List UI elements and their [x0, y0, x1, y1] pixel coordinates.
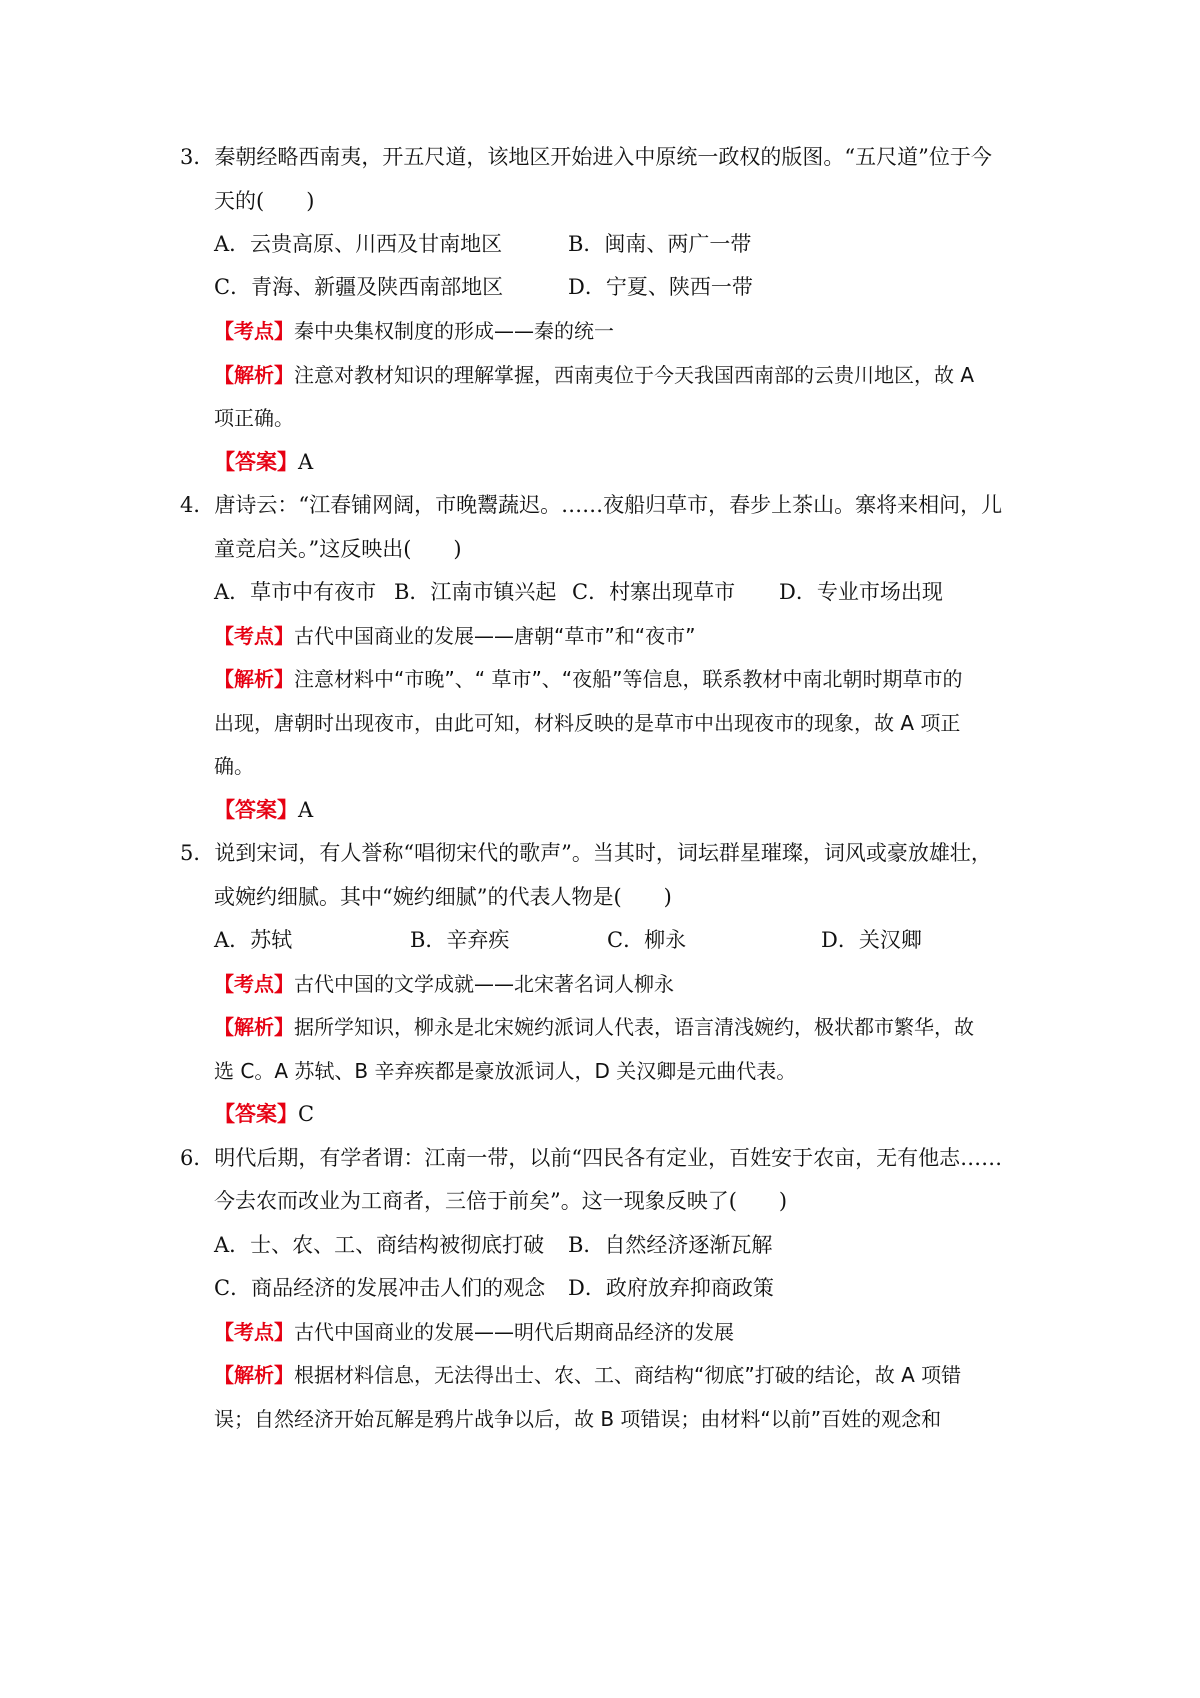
- kaodian-text: 古代中国的文学成就——北宋著名词人柳永: [294, 972, 674, 996]
- answer-line: [214, 447, 313, 477]
- question-text: 唐诗云：“江春铺网阔，市晚鬻蔬迟。……夜船归草市，春步上茶山。寨将来相问，儿: [214, 493, 1003, 517]
- jiexi-line: [214, 360, 974, 390]
- option-a: A．云贵高原、川西及甘南地区: [214, 232, 503, 256]
- jiexi-text: 根据材料信息，无法得出士、农、工、商结构“彻底”打破的结论，故 A 项错: [294, 1363, 962, 1387]
- jiexi-label: 【解析】: [214, 363, 294, 387]
- question-number: 6．: [180, 1146, 215, 1170]
- answer-label: 【答案】: [214, 1101, 298, 1126]
- question-5-stem: [180, 838, 992, 868]
- option-b: B．辛弃疾: [410, 928, 510, 952]
- option-a: A．草市中有夜市: [214, 580, 377, 604]
- jiexi-text: 注意对教材知识的理解掌握，西南夷位于今天我国西南部的云贵川地区，故 A: [294, 363, 975, 387]
- jiexi-label: 【解析】: [214, 667, 294, 691]
- question-text: 天的( ): [214, 189, 315, 213]
- option-c: C．村寨出现草市: [572, 580, 736, 604]
- option-c: C．柳永: [607, 928, 687, 952]
- option-a: A．苏轼: [214, 928, 293, 952]
- jiexi-text: 选 C。A 苏轼、B 辛弃疾都是豪放派词人，D 关汉卿是元曲代表。: [214, 1059, 797, 1083]
- jiexi-text: 据所学知识，柳永是北宋婉约派词人代表，语言清浅婉约，极状都市繁华，故: [294, 1015, 974, 1039]
- kaodian-text: 古代中国商业的发展——明代后期商品经济的发展: [294, 1320, 734, 1344]
- option-d: D．关汉卿: [821, 928, 922, 952]
- answer-label: 【答案】: [214, 797, 298, 822]
- jiexi-line: [214, 1360, 961, 1390]
- kaodian-line: [214, 621, 695, 651]
- kaodian-line: [214, 1317, 734, 1347]
- question-text: 明代后期，有学者谓：江南一带，以前“四民各有定业，百姓安于农亩，无有他志……: [214, 1146, 1003, 1170]
- jiexi-text: 项正确。: [214, 406, 294, 430]
- jiexi-text: 确。: [214, 754, 254, 778]
- question-number: 4．: [180, 493, 215, 517]
- kaodian-label: 【考点】: [214, 319, 294, 343]
- kaodian-line: [214, 969, 674, 999]
- option-d: D．政府放弃抑商政策: [568, 1276, 774, 1300]
- option-d: D．专业市场出现: [779, 580, 943, 604]
- question-4-stem: [180, 490, 1002, 520]
- answer-line: [214, 1099, 314, 1129]
- kaodian-text: 秦中央集权制度的形成——秦的统一: [294, 319, 614, 343]
- kaodian-label: 【考点】: [214, 1320, 294, 1344]
- question-6-stem: [180, 1143, 1002, 1173]
- jiexi-text: 误；自然经济开始瓦解是鸦片战争以后，故 B 项错误；由材料“以前”百姓的观念和: [214, 1407, 942, 1431]
- kaodian-line: [214, 316, 614, 346]
- answer-value: A: [298, 450, 314, 474]
- question-text: 或婉约细腻。其中“婉约细腻”的代表人物是( ): [214, 885, 672, 909]
- option-c: C．青海、新疆及陕西南部地区: [214, 275, 504, 299]
- jiexi-line: [214, 1012, 974, 1042]
- jiexi-text: 出现，唐朝时出现夜市，由此可知，材料反映的是草市中出现夜市的现象，故 A 项正: [214, 711, 961, 735]
- question-3-stem: [180, 142, 992, 172]
- kaodian-label: 【考点】: [214, 624, 294, 648]
- question-text: 说到宋词，有人誉称“唱彻宋代的歌声”。当其时，词坛群星璀璨，词风或豪放雄壮，: [214, 841, 992, 865]
- question-text: 秦朝经略西南夷，开五尺道，该地区开始进入中原统一政权的版图。“五尺道”位于今: [214, 145, 992, 169]
- option-b: B．闽南、两广一带: [568, 232, 752, 256]
- question-text: 童竞启关。”这反映出( ): [214, 537, 462, 561]
- jiexi-label: 【解析】: [214, 1015, 294, 1039]
- option-b: B．自然经济逐渐瓦解: [568, 1233, 773, 1257]
- answer-value: A: [298, 798, 314, 822]
- answer-label: 【答案】: [214, 449, 298, 474]
- question-text: 今去农而改业为工商者，三倍于前矣”。这一现象反映了( ): [214, 1189, 788, 1213]
- option-c: C．商品经济的发展冲击人们的观念: [214, 1276, 546, 1300]
- option-b: B．江南市镇兴起: [394, 580, 557, 604]
- jiexi-label: 【解析】: [214, 1363, 294, 1387]
- question-number: 3．: [180, 145, 215, 169]
- jiexi-text: 注意材料中“市晚”、“ 草市”、“夜船”等信息，联系教材中南北朝时期草市的: [294, 667, 963, 691]
- answer-line: [214, 795, 313, 825]
- option-a: A．士、农、工、商结构被彻底打破: [214, 1233, 545, 1257]
- jiexi-line: [214, 664, 963, 694]
- option-d: D．宁夏、陕西一带: [568, 275, 753, 299]
- kaodian-text: 古代中国商业的发展——唐朝“草市”和“夜市”: [294, 624, 696, 648]
- answer-value: C: [298, 1102, 315, 1126]
- kaodian-label: 【考点】: [214, 972, 294, 996]
- question-number: 5．: [180, 841, 215, 865]
